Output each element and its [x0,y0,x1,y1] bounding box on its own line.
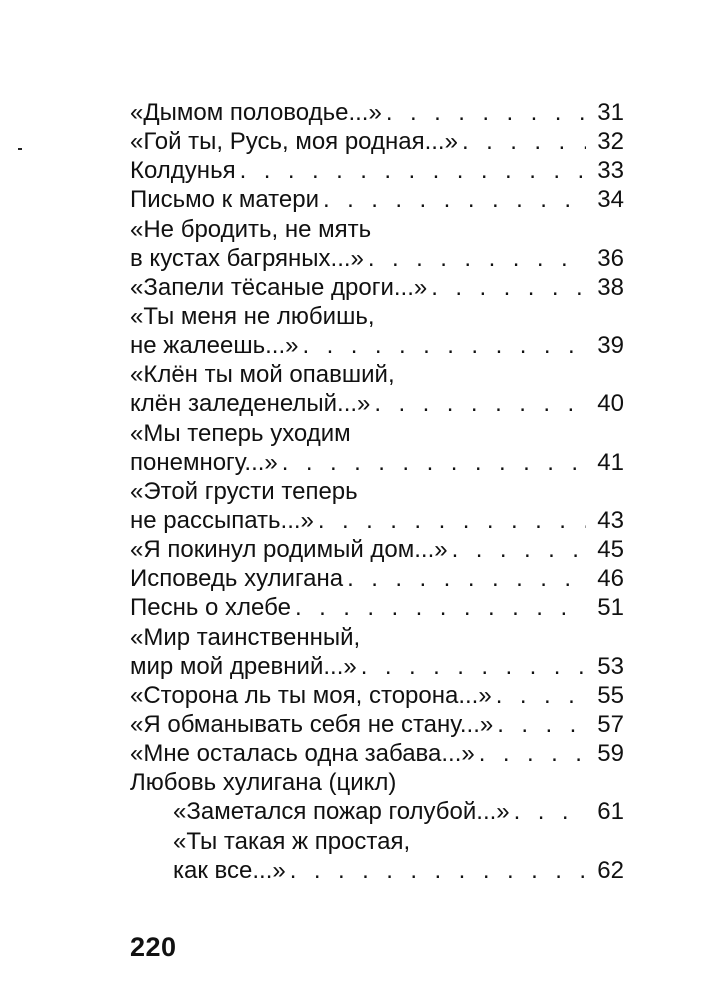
toc-entry-title-line [130,827,624,856]
toc-entry-title: «Мне осталась одна забава...» [130,740,475,768]
toc-entry [130,185,624,214]
dot-leader [431,273,586,302]
dot-leader [361,652,586,681]
toc-entry [130,389,624,418]
dot-leader [290,856,586,885]
dot-leader [462,127,586,156]
toc-entry-title: «Этой грусти теперь [130,477,358,505]
dot-leader [386,98,586,127]
toc-entry [130,652,624,681]
toc-entry-page: 43 [597,506,624,534]
toc-entry [130,681,624,710]
dot-leader [479,739,586,768]
toc-section-heading [130,768,624,797]
toc-entry [130,564,624,593]
dot-leader [374,389,586,418]
toc-entry-title: «Не бродить, не мять [130,215,372,243]
dot-leader [497,710,586,739]
toc-entry-page: 33 [597,157,624,185]
toc-entry-page: 57 [597,710,624,738]
toc-entry-page: 59 [597,740,624,768]
toc-entry-page: 41 [597,448,624,476]
toc-entry-title: Исповедь хулигана [130,565,344,593]
dot-leader [323,185,586,214]
toc-entry-page: 36 [597,244,624,272]
table-of-contents [130,98,624,885]
toc-entry-title: Письмо к матери [130,186,319,214]
toc-entry-title: «Мир таинственный, [130,623,361,651]
dot-leader [302,331,586,360]
toc-entry [130,244,624,273]
toc-entry [130,273,624,302]
toc-entry-title: мир мой древний...» [130,652,357,680]
toc-entry-title-line [130,419,624,448]
toc-entry-title-line [130,360,624,389]
toc-entry-page: 40 [597,390,624,418]
dot-leader [452,535,586,564]
toc-entry [130,739,624,768]
dot-leader [514,797,586,826]
dot-leader [282,448,586,477]
toc-entry [130,593,624,622]
toc-entry-title: как все...» [173,856,286,884]
toc-entry [130,98,624,127]
toc-entry-page: 31 [597,99,624,126]
toc-entry [130,797,624,826]
toc-entry-page: 46 [597,565,624,593]
toc-entry [130,710,624,739]
dot-leader [347,564,586,593]
toc-entry-page: 32 [597,128,624,156]
toc-entry-page: 34 [597,186,624,214]
toc-entry [130,448,624,477]
scan-speck [18,148,22,150]
toc-entry [130,331,624,360]
toc-entry [130,127,624,156]
dot-leader [240,156,586,185]
toc-entry-title: не жалеешь...» [130,332,299,360]
toc-entry-title: «Дымом половодье...» [130,99,382,126]
dot-leader [318,506,586,535]
toc-entry-title: «Гой ты, Русь, моя родная...» [130,128,458,156]
toc-entry [130,535,624,564]
toc-entry-title: Колдунья [130,157,236,185]
toc-entry-title: не рассыпать...» [130,506,314,534]
toc-entry [130,856,624,885]
toc-entry-title-line [130,215,624,244]
toc-entry-title: «Ты такая ж простая, [173,827,411,855]
toc-entry-title: «Ты меня не любишь, [130,302,375,330]
toc-entry-title: «Я покинул родимый дом...» [130,536,448,564]
toc-entry-title: «Я обманывать себя не стану...» [130,710,494,738]
toc-entry-title: «Заметался пожар голубой...» [173,798,510,826]
toc-entry [130,506,624,535]
toc-entry-title: «Клён ты мой опавший, [130,361,395,389]
toc-entry-title-line [130,302,624,331]
toc-entry-title: Песнь о хлебе [130,594,291,622]
toc-entry-title-line [130,623,624,652]
page-number: 220 [130,932,177,962]
dot-leader [295,593,586,622]
toc-entry-title: понемногу...» [130,448,278,476]
toc-entry-title: клён заледенелый...» [130,390,371,418]
toc-entry-title: «Мы теперь уходим [130,419,351,447]
toc-entry-title: «Запели тёсаные дроги...» [130,273,428,301]
toc-entry-page: 39 [597,332,624,360]
toc-entry-title: в кустах багряных...» [130,244,364,272]
toc-entry-page: 55 [597,681,624,709]
toc-entry-page: 61 [597,798,624,826]
toc-entry [130,156,624,185]
toc-entry-page: 38 [597,273,624,301]
toc-entry-title-line [130,477,624,506]
toc-entry-page: 45 [597,536,624,564]
toc-entry-page: 53 [597,652,624,680]
dot-leader [368,244,586,273]
toc-entry-title: «Сторона ль ты моя, сторона...» [130,681,492,709]
toc-entry-title: Любовь хулигана (цикл) [130,769,397,797]
toc-entry-page: 62 [597,856,624,884]
dot-leader [496,681,586,710]
toc-entry-page: 51 [597,594,624,622]
